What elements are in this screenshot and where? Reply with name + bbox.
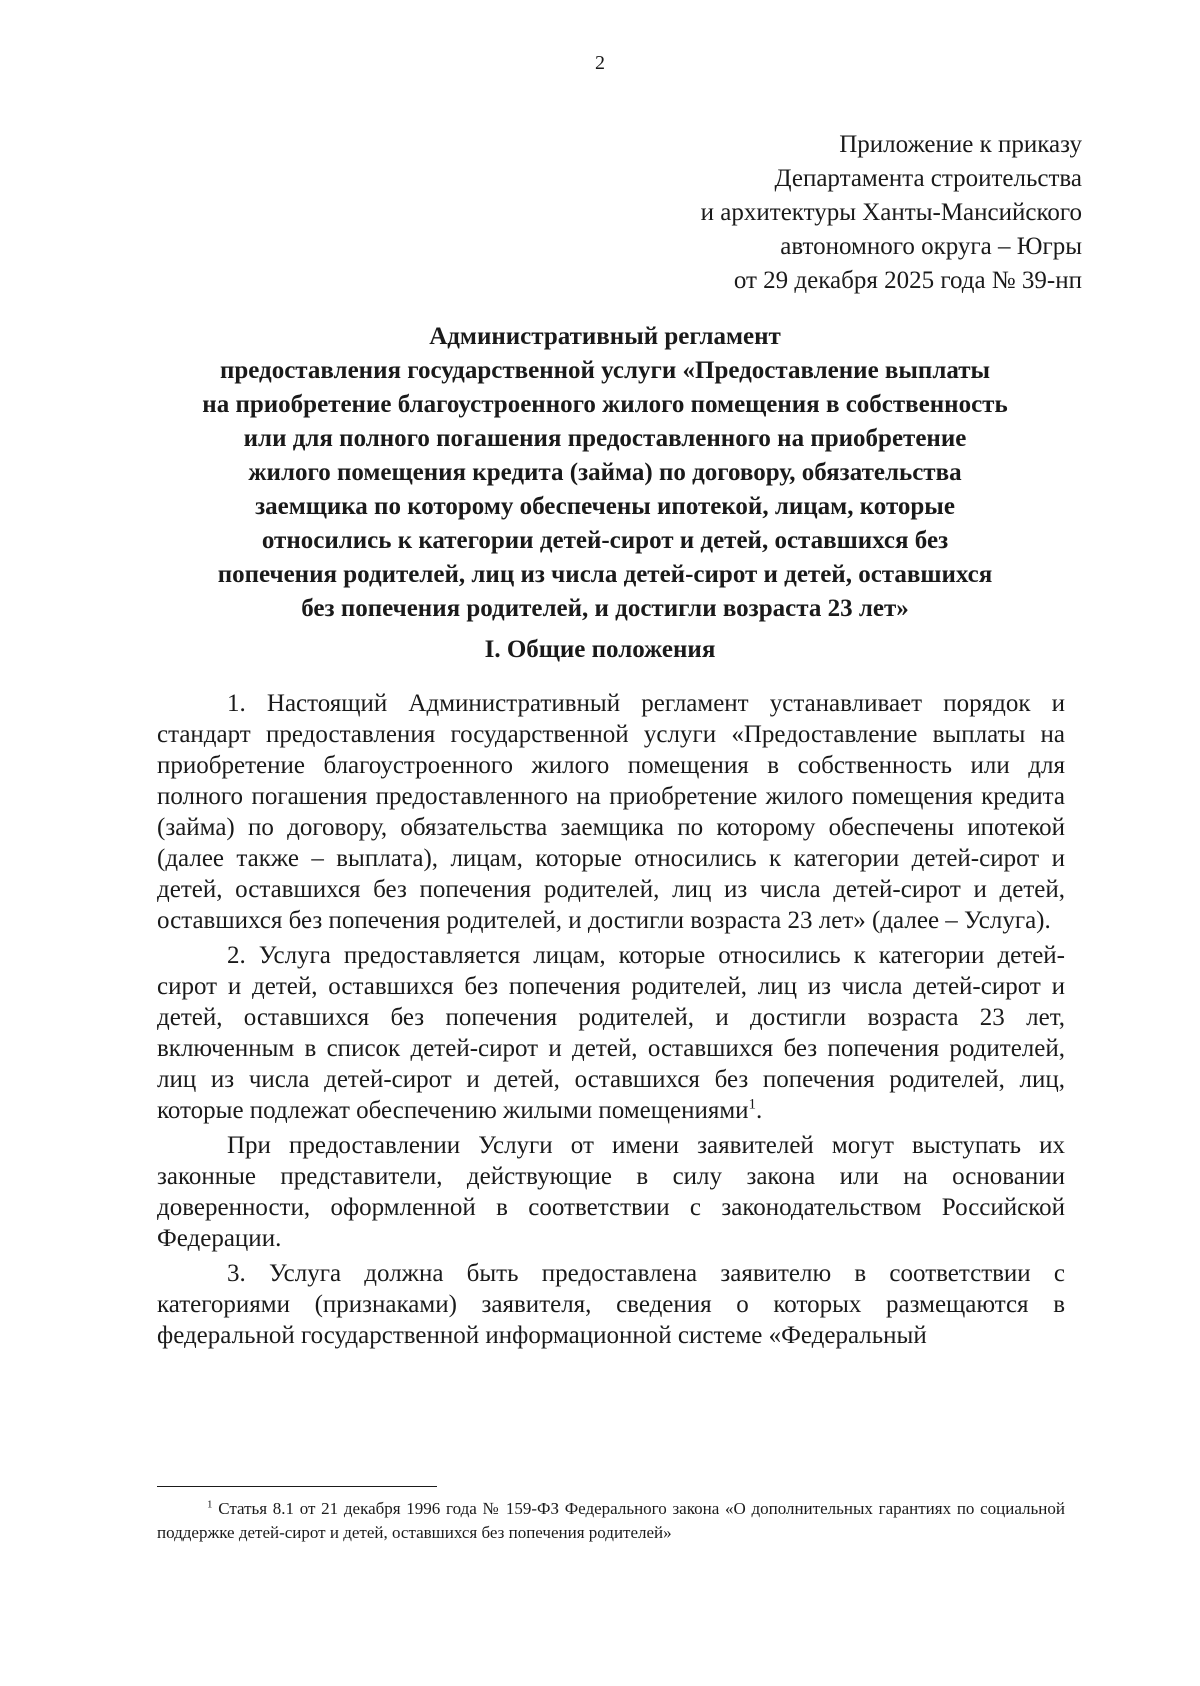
body-text	[157, 688, 1065, 1355]
title-line: жилого помещения кредита (займа) по договору, обязательства	[248, 459, 962, 486]
document-title	[150, 320, 1060, 626]
paragraph-2-end: .	[756, 1097, 763, 1124]
title-line: на приобретение благоустроенного жилого помещения в собственность	[202, 391, 1008, 418]
footnote-text: Статья 8.1 от 21 декабря 1996 года № 159-ФЗ Федерального закона «О дополнительных гарантиях по социальной поддержке детей-сирот и детей, оставшихся без попечения родителей»	[157, 1499, 1065, 1542]
title-line: без попечения родителей, и достигли возраста 23 лет»	[301, 595, 909, 622]
title-line: Административный регламент	[429, 323, 781, 350]
approval-line: Приложение к приказу	[839, 131, 1082, 158]
title-line: заемщика по которому обеспечены ипотекой, лицам, которые	[255, 493, 955, 520]
approval-stamp-block	[482, 128, 1082, 298]
title-line: или для полного погашения предоставленного на приобретение	[243, 425, 967, 452]
footnote	[157, 1497, 1065, 1545]
approval-line: Департамента строительства	[774, 165, 1082, 192]
section-heading: I. Общие положения	[484, 636, 716, 663]
title-line: предоставления государственной услуги «Предоставление выплаты	[219, 357, 991, 384]
approval-line: и архитектуры Ханты-Мансийского	[700, 199, 1082, 226]
footnote-reference[interactable]: 1	[748, 1096, 757, 1113]
footnote-divider	[157, 1486, 437, 1487]
paragraph-2-text: 2. Услуга предоставляется лицам, которые относились к категории детей-сирот и детей, оставшихся без попечения родителей, лиц из числа детей-сирот и детей, оставшихся без попечения родителей, и достигли возраста 23 лет, включенным в список детей-сирот и детей, оставшихся без попечения родителей, лиц из числа детей-сирот и детей, оставшихся без попечения родителей, лиц, которые подлежат обеспечению жилыми помещениями	[157, 942, 1065, 1124]
paragraph-1: 1. Настоящий Административный регламент устанавливает порядок и стандарт предоставления государственной услуги «Предоставление выплаты на приобретение благоустроенного жилого помещения в собственность или для полного погашения предоставленного на приобретение жилого помещения кредита (займа) по договору, обязательства заемщика по которому обеспечены ипотекой (далее также – выплата), лицам, которые относились к категории детей-сирот и детей, оставшихся без попечения родителей, лиц из числа детей-сирот и детей, оставшихся без попечения родителей, и достигли возраста 23 лет» (далее – Услуга).	[157, 690, 1065, 934]
paragraph-2	[157, 940, 1065, 1126]
title-line: попечения родителей, лиц из числа детей-сирот и детей, оставшихся	[217, 561, 993, 588]
paragraph-3: При предоставлении Услуги от имени заявителей могут выступать их законные представители, действующие в силу закона или на основании доверенности, оформленной в соответствии с законодательством Российской Федерации.	[157, 1132, 1065, 1252]
footnote-mark: 1	[207, 1498, 213, 1511]
approval-line: от 29 декабря 2025 года № 39-нп	[733, 267, 1082, 294]
approval-line: автономного округа – Югры	[780, 233, 1082, 260]
footnote-body	[157, 1497, 1065, 1545]
page-number: 2	[595, 52, 605, 74]
title-line: относились к категории детей-сирот и детей, оставшихся без	[261, 527, 949, 554]
paragraph-4: 3. Услуга должна быть предоставлена заявителю в соответствии с категориями (признаками) заявителя, сведения о которых размещаются в федеральной государственной информационной системе «Федеральный	[157, 1260, 1065, 1349]
